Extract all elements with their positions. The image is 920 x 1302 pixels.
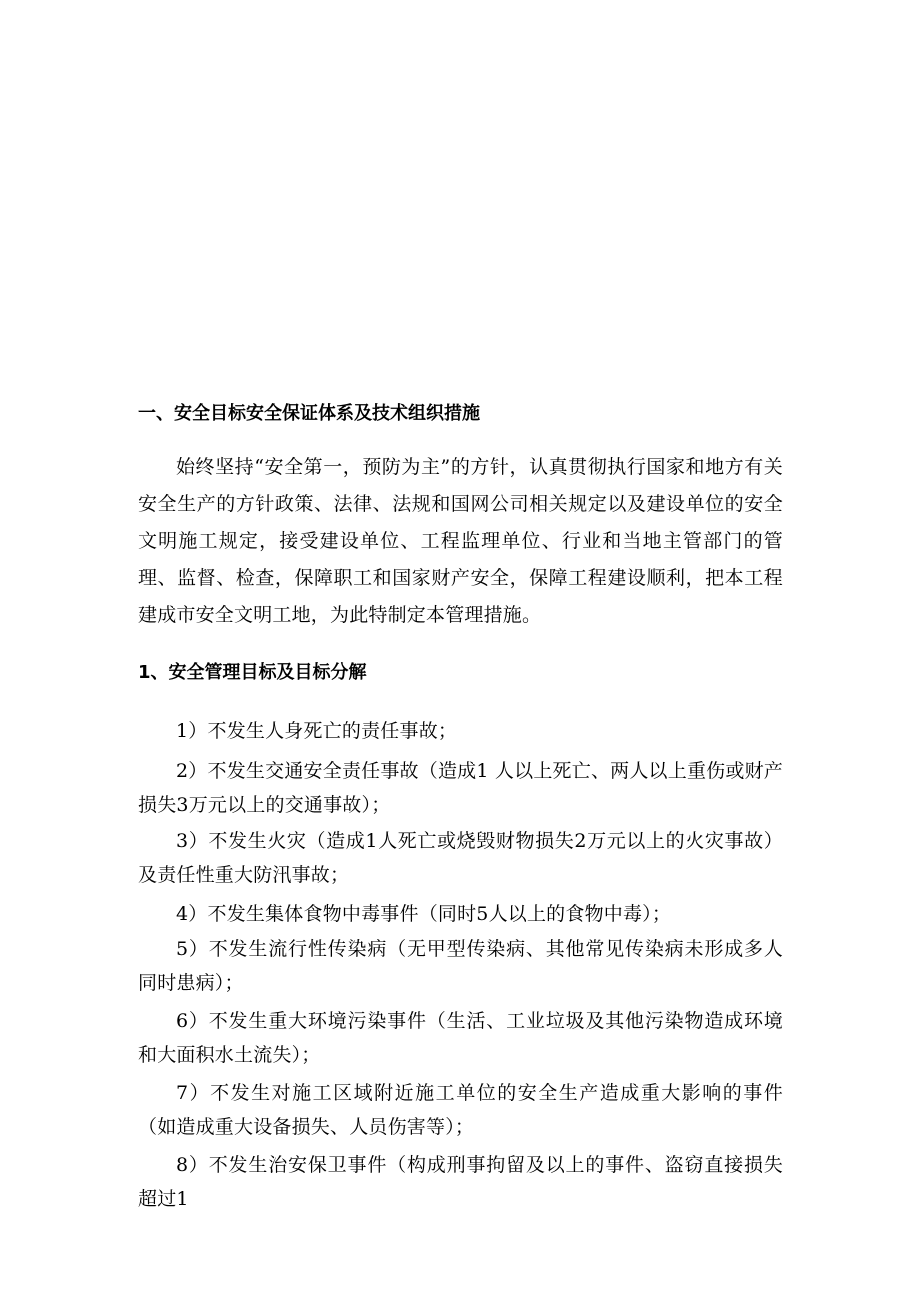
- intro-paragraph: 始终坚持“安全第一，预防为主”的方针，认真贯彻执行国家和地方有关安全生产的方针政策、法律、法规和国网公司相关规定以及建设单位的安全文明施工规定，接受建设单位、工程监理单位、行业和当地主管部门的管理、监督、检查，保障职工和国家财产安全，保障工程建设顺利，把本工程建成市安全文明工地，为此特制定本管理措施。: [138, 456, 783, 626]
- list-item-5: 5）不发生流行性传染病（无甲型传染病、其他常见传染病未形成多人同时患病）；: [138, 938, 783, 994]
- list-item-7: 7）不发生对施工区域附近施工单位的安全生产造成重大影响的事件（如造成重大设备损失、人员伤害等）；: [138, 1082, 783, 1138]
- list-item-8: 8）不发生治安保卫事件（构成刑事拘留及以上的事件、盗窃直接损失超过1: [138, 1154, 783, 1210]
- subsection-heading: 1、安全管理目标及目标分解: [138, 662, 367, 683]
- list-item-1: 1）不发生人身死亡的责任事故；: [176, 720, 458, 742]
- list-item-6: 6）不发生重大环境污染事件（生活、工业垃圾及其他污染物造成环境和大面积水土流失）；: [138, 1010, 783, 1066]
- list-item-3: 3）不发生火灾（造成1人死亡或烧毁财物损失2万元以上的火灾事故）及责任性重大防汛事故；: [138, 830, 783, 886]
- section-heading: 一、安全目标安全保证体系及技术组织措施: [138, 403, 480, 424]
- list-item-4: 4）不发生集体食物中毒事件（同时5人以上的食物中毒）；: [176, 903, 672, 925]
- list-item-2: 2）不发生交通安全责任事故（造成1 人以上死亡、两人以上重伤或财产损失3万元以上的交通事故）；: [138, 760, 783, 816]
